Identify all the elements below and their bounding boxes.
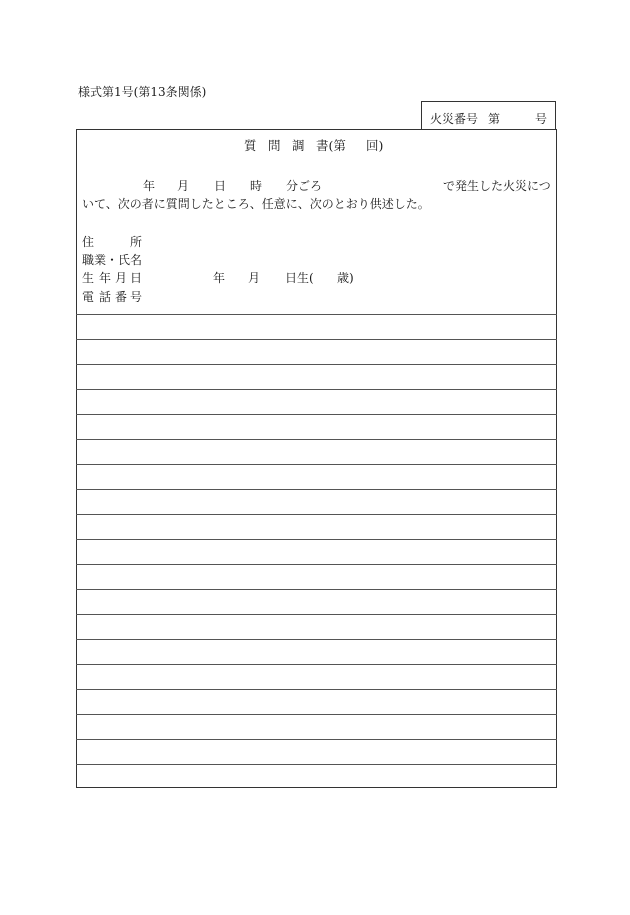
writing-line xyxy=(76,489,557,490)
occupation-name-label: 職業・氏名 xyxy=(82,253,143,267)
writing-line xyxy=(76,739,557,740)
writing-line xyxy=(76,389,557,390)
writing-line xyxy=(76,639,557,640)
writing-line xyxy=(76,514,557,515)
fire-number-dai: 第 xyxy=(488,112,501,126)
writing-line xyxy=(76,364,557,365)
fire-number-go: 号 xyxy=(535,112,548,126)
fire-number-box xyxy=(421,101,556,129)
age-unit: 歳) xyxy=(337,271,354,285)
statement-line-2: いて、次の者に質問したところ、任意に、次のとおり供述した。 xyxy=(82,197,430,211)
birthdate-label-char-1: 生 xyxy=(82,271,95,285)
date-hour-unit: 時 xyxy=(250,179,263,193)
birthdate-label-char-3: 月 xyxy=(115,271,128,285)
writing-line xyxy=(76,764,557,765)
writing-line xyxy=(76,414,557,415)
birthdate-label-char-2: 年 xyxy=(99,271,112,285)
title-char-4: 書(第 xyxy=(316,138,346,153)
phone-label-char-3: 番 xyxy=(115,290,128,304)
writing-line xyxy=(76,339,557,340)
address-label-char-1: 住 xyxy=(82,235,95,249)
phone-label-char-2: 話 xyxy=(99,290,112,304)
writing-line xyxy=(76,664,557,665)
birth-year-unit: 年 xyxy=(213,271,226,285)
title-char-2: 問 xyxy=(268,138,281,153)
writing-line xyxy=(76,689,557,690)
writing-line xyxy=(76,564,557,565)
address-label-char-2: 所 xyxy=(130,235,143,249)
writing-line xyxy=(76,614,557,615)
fire-number-label: 火災番号 xyxy=(430,112,479,126)
location-suffix: で発生した火災につ xyxy=(443,179,551,193)
writing-line xyxy=(76,464,557,465)
date-month-unit: 月 xyxy=(177,179,190,193)
title-char-3: 調 xyxy=(292,138,305,153)
birth-day-unit: 日生( xyxy=(285,271,314,285)
title-char-1: 質 xyxy=(244,138,257,153)
writing-line xyxy=(76,439,557,440)
date-minute-unit: 分ごろ xyxy=(286,179,323,193)
writing-line xyxy=(76,714,557,715)
title-char-5: 回) xyxy=(366,138,384,153)
writing-line xyxy=(76,539,557,540)
phone-label-char-1: 電 xyxy=(82,290,95,304)
date-day-unit: 日 xyxy=(214,179,227,193)
birth-month-unit: 月 xyxy=(248,271,261,285)
writing-line xyxy=(76,589,557,590)
date-year-unit: 年 xyxy=(143,179,156,193)
phone-label-char-4: 号 xyxy=(130,290,143,304)
writing-line xyxy=(76,314,557,315)
birthdate-label-char-4: 日 xyxy=(130,271,143,285)
form-number-label: 様式第1号(第13条関係) xyxy=(78,85,207,99)
